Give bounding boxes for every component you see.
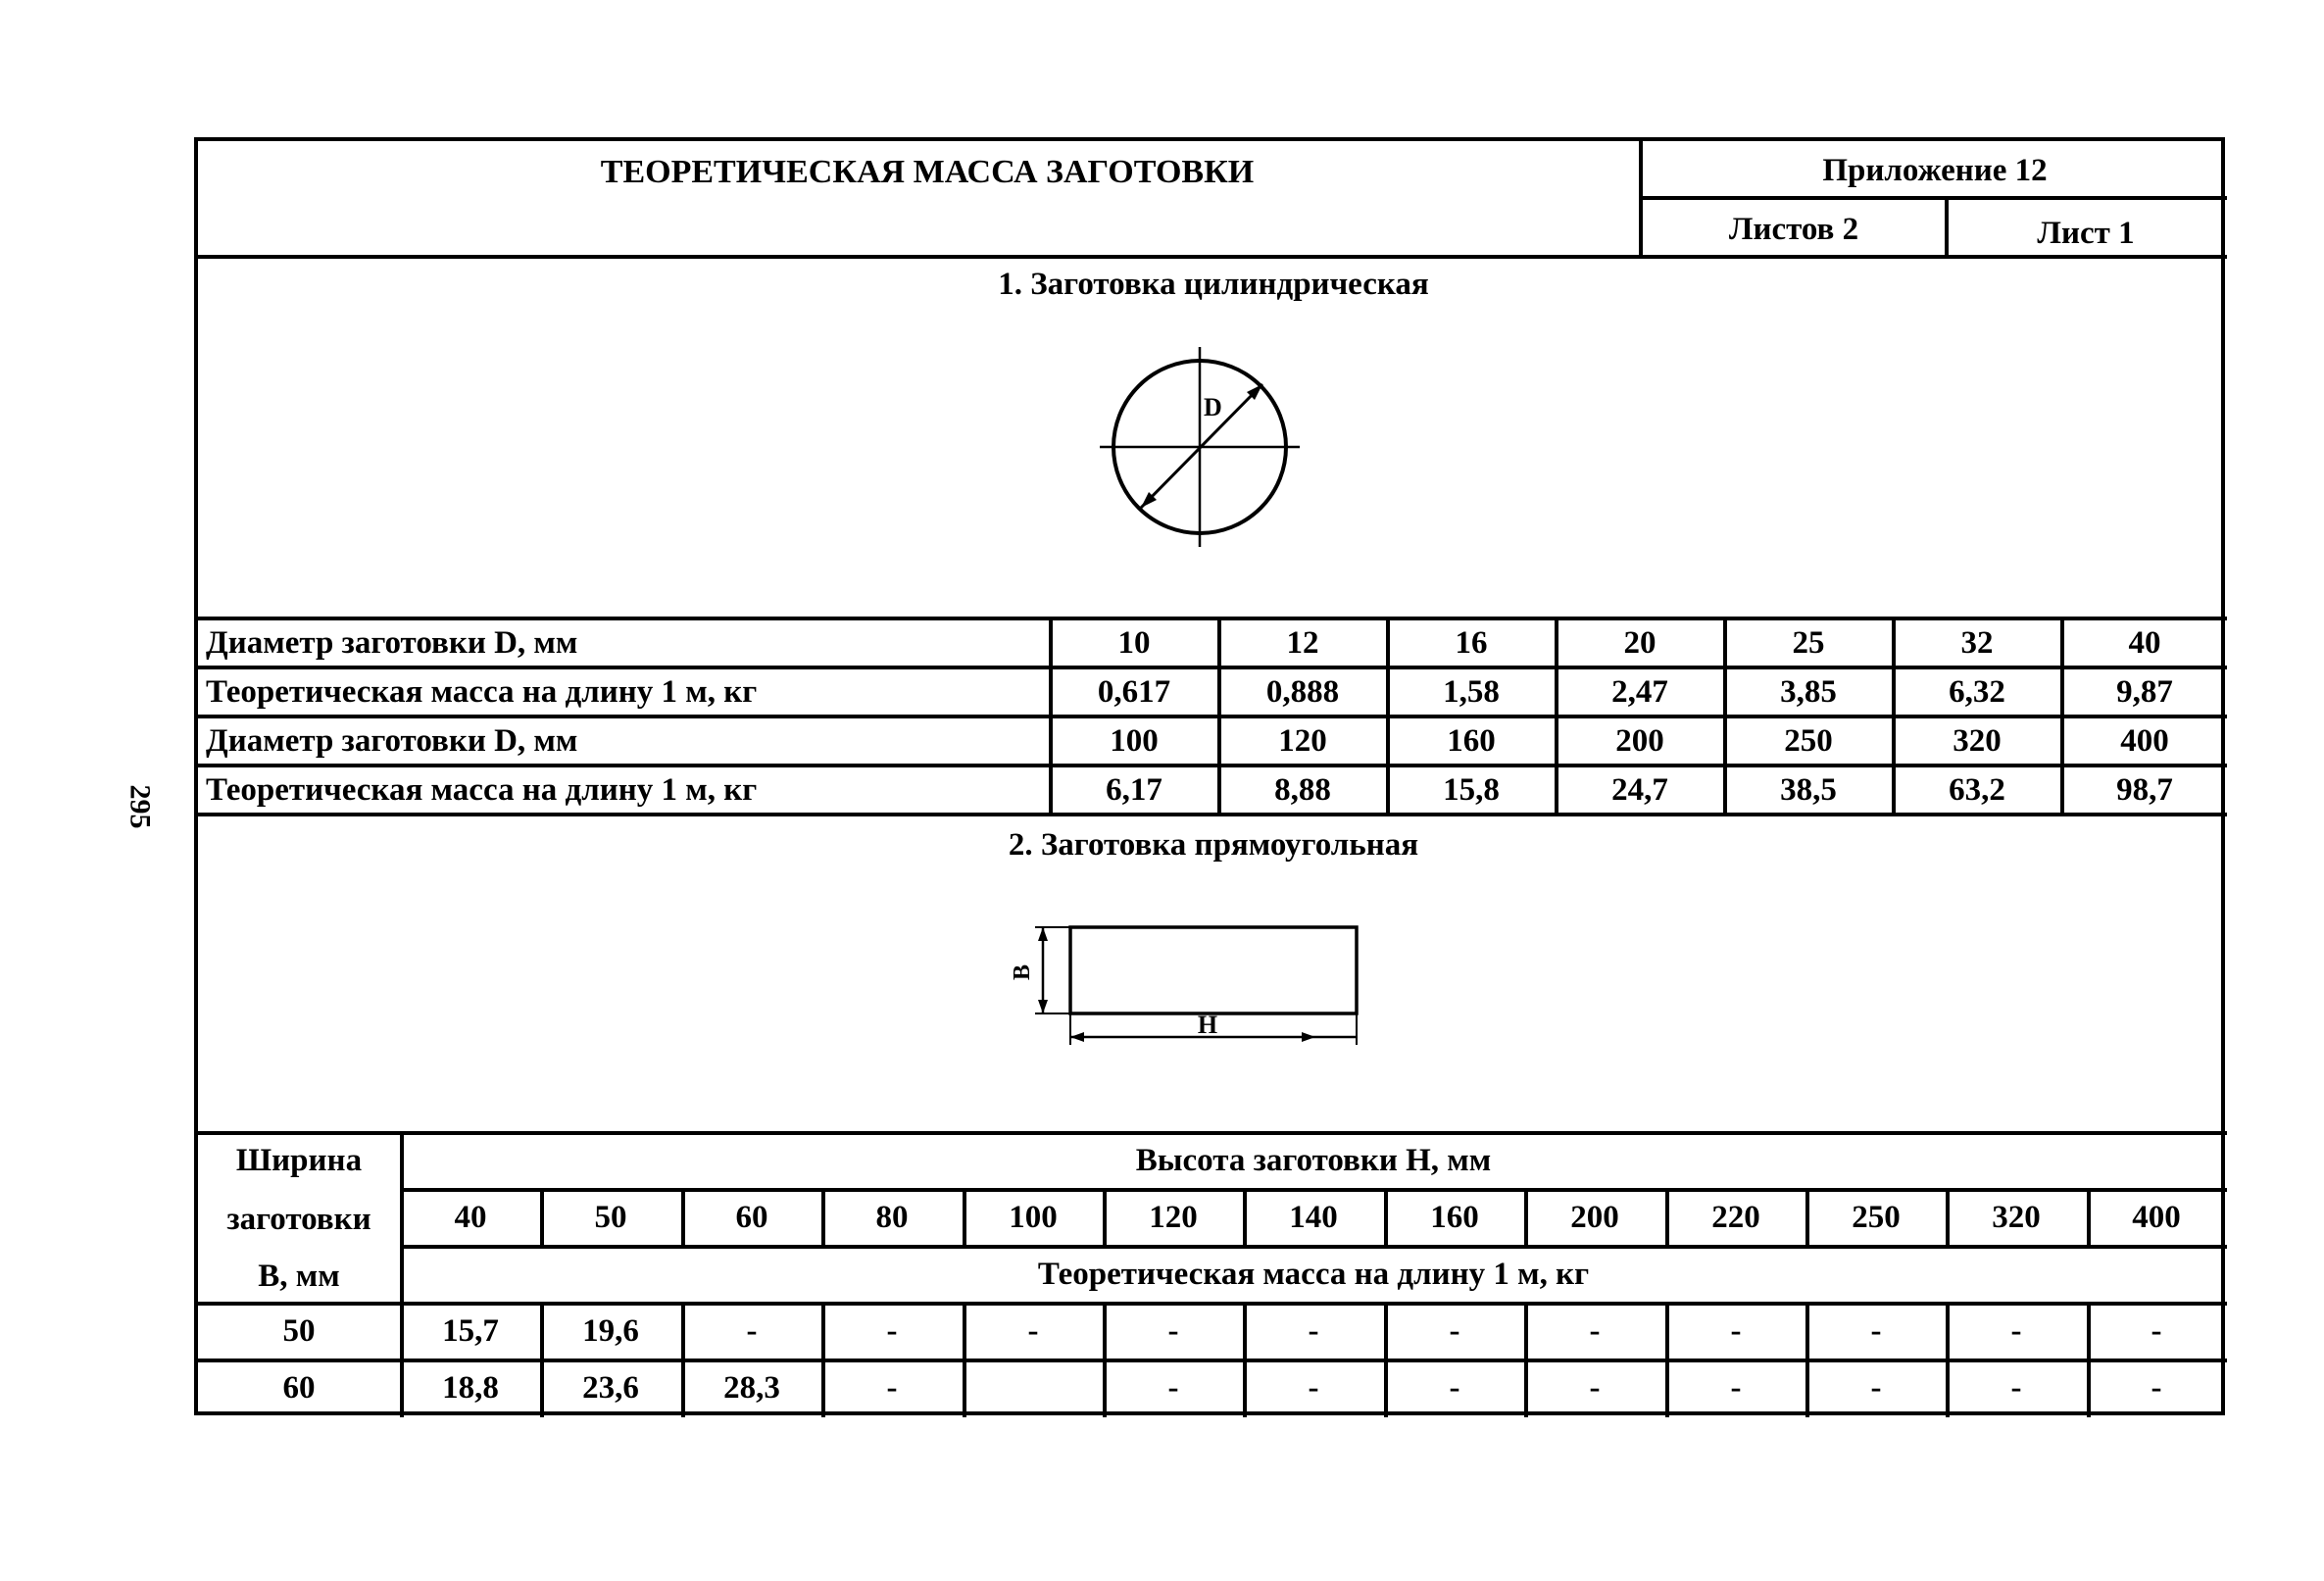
table-cell: 160 bbox=[1447, 723, 1496, 759]
width-label-b: B bbox=[1010, 963, 1035, 981]
table-cell: 0,888 bbox=[1265, 674, 1340, 710]
diameter-label: D bbox=[1204, 393, 1222, 421]
height-value: 320 bbox=[1992, 1200, 2041, 1235]
height-value: 160 bbox=[1430, 1200, 1479, 1235]
table-cell: 16 bbox=[1455, 625, 1488, 661]
height-value: 120 bbox=[1149, 1200, 1198, 1235]
table-cell: 63,2 bbox=[1949, 772, 2005, 808]
height-value: 80 bbox=[875, 1200, 909, 1235]
height-value: 250 bbox=[1852, 1200, 1901, 1235]
table-cell: - bbox=[1589, 1313, 1601, 1349]
table-cell: - bbox=[886, 1313, 898, 1349]
table-cell: 24,7 bbox=[1611, 772, 1668, 808]
height-header: Высота заготовки H, мм bbox=[1135, 1143, 1492, 1178]
table-cell: 120 bbox=[1278, 723, 1327, 759]
row-width: 50 bbox=[282, 1313, 316, 1349]
table-cell: 98,7 bbox=[2116, 772, 2173, 808]
table-cell: 0,617 bbox=[1097, 674, 1171, 710]
table-cell: 6,32 bbox=[1949, 674, 2005, 710]
sheet-number: Лист 1 bbox=[2037, 216, 2135, 251]
table-cell: 28,3 bbox=[723, 1370, 780, 1406]
table-cell: - bbox=[1730, 1313, 1742, 1349]
table-row-label: Диаметр заготовки D, мм bbox=[206, 625, 578, 661]
table-cell: 10 bbox=[1117, 625, 1151, 661]
table-cell: 9,87 bbox=[2116, 674, 2173, 710]
table-cell: 1,58 bbox=[1443, 674, 1500, 710]
table-cell: - bbox=[746, 1313, 758, 1349]
table-cell: 3,85 bbox=[1780, 674, 1837, 710]
width-header-line2: заготовки bbox=[226, 1202, 371, 1237]
height-value: 140 bbox=[1289, 1200, 1338, 1235]
table-cell: - bbox=[1449, 1370, 1460, 1406]
mass-header: Теоретическая масса на длину 1 м, кг bbox=[1037, 1257, 1590, 1292]
table-cell: - bbox=[1870, 1313, 1882, 1349]
table-cell: 15,8 bbox=[1443, 772, 1500, 808]
table-cell: - bbox=[2151, 1370, 2162, 1406]
table-cell: 25 bbox=[1792, 625, 1825, 661]
table-cell: - bbox=[886, 1370, 898, 1406]
table-cell: 250 bbox=[1784, 723, 1833, 759]
height-value: 40 bbox=[454, 1200, 487, 1235]
section1-title: 1. Заготовка цилиндрическая bbox=[998, 267, 1429, 302]
table-cell: 32 bbox=[1960, 625, 1994, 661]
table-row-label: Диаметр заготовки D, мм bbox=[206, 723, 578, 759]
height-value: 50 bbox=[594, 1200, 627, 1235]
page-number: 295 bbox=[124, 784, 157, 829]
table-row-label: Теоретическая масса на длину 1 м, кг bbox=[206, 772, 758, 808]
height-value: 200 bbox=[1570, 1200, 1619, 1235]
height-value: 220 bbox=[1711, 1200, 1760, 1235]
section2-title: 2. Заготовка прямоугольная bbox=[1008, 827, 1419, 863]
table-cell: - bbox=[1730, 1370, 1742, 1406]
width-header-line3: B, мм bbox=[258, 1259, 340, 1294]
table-cell: - bbox=[1027, 1313, 1039, 1349]
table-cell: 20 bbox=[1623, 625, 1656, 661]
table-cell: 40 bbox=[2128, 625, 2161, 661]
table-cell: 38,5 bbox=[1780, 772, 1837, 808]
table-cell: 12 bbox=[1286, 625, 1319, 661]
sheets-total: Листов 2 bbox=[1728, 212, 1859, 247]
row-width: 60 bbox=[282, 1370, 316, 1406]
height-value: 100 bbox=[1009, 1200, 1058, 1235]
rectangle-diagram bbox=[1010, 915, 1335, 1053]
height-value: 400 bbox=[2132, 1200, 2181, 1235]
table-row-label: Теоретическая масса на длину 1 м, кг bbox=[206, 674, 758, 710]
table-cell: - bbox=[1589, 1370, 1601, 1406]
table-cell: 400 bbox=[2120, 723, 2169, 759]
table-cell: 15,7 bbox=[442, 1313, 499, 1349]
table-cell: 6,17 bbox=[1106, 772, 1162, 808]
table-cell: 100 bbox=[1110, 723, 1159, 759]
width-header-line1: Ширина bbox=[235, 1143, 363, 1178]
table-cell: - bbox=[1308, 1370, 1319, 1406]
table-cell: - bbox=[2151, 1313, 2162, 1349]
table-cell: - bbox=[1870, 1370, 1882, 1406]
table-cell: 18,8 bbox=[442, 1370, 499, 1406]
height-value: 60 bbox=[735, 1200, 768, 1235]
table-cell: - bbox=[2010, 1370, 2022, 1406]
table-cell: - bbox=[1167, 1313, 1179, 1349]
table-cell: 320 bbox=[1953, 723, 2002, 759]
document-sheet bbox=[194, 137, 2225, 1415]
table-cell: 19,6 bbox=[582, 1313, 639, 1349]
table-cell: - bbox=[1167, 1370, 1179, 1406]
cylinder-diagram bbox=[1080, 347, 1492, 572]
table-cell: - bbox=[1308, 1313, 1319, 1349]
document-title: ТЕОРЕТИЧЕСКАЯ МАССА ЗАГОТОВКИ bbox=[600, 154, 1255, 190]
table-cell: 2,47 bbox=[1611, 674, 1668, 710]
appendix-label: Приложение 12 bbox=[1822, 153, 2048, 188]
table-cell: - bbox=[1449, 1313, 1460, 1349]
table-cell: 200 bbox=[1615, 723, 1664, 759]
table-cell: 23,6 bbox=[582, 1370, 639, 1406]
table-cell: 8,88 bbox=[1274, 772, 1331, 808]
height-label-h: H bbox=[1197, 1011, 1218, 1039]
table-cell: - bbox=[2010, 1313, 2022, 1349]
